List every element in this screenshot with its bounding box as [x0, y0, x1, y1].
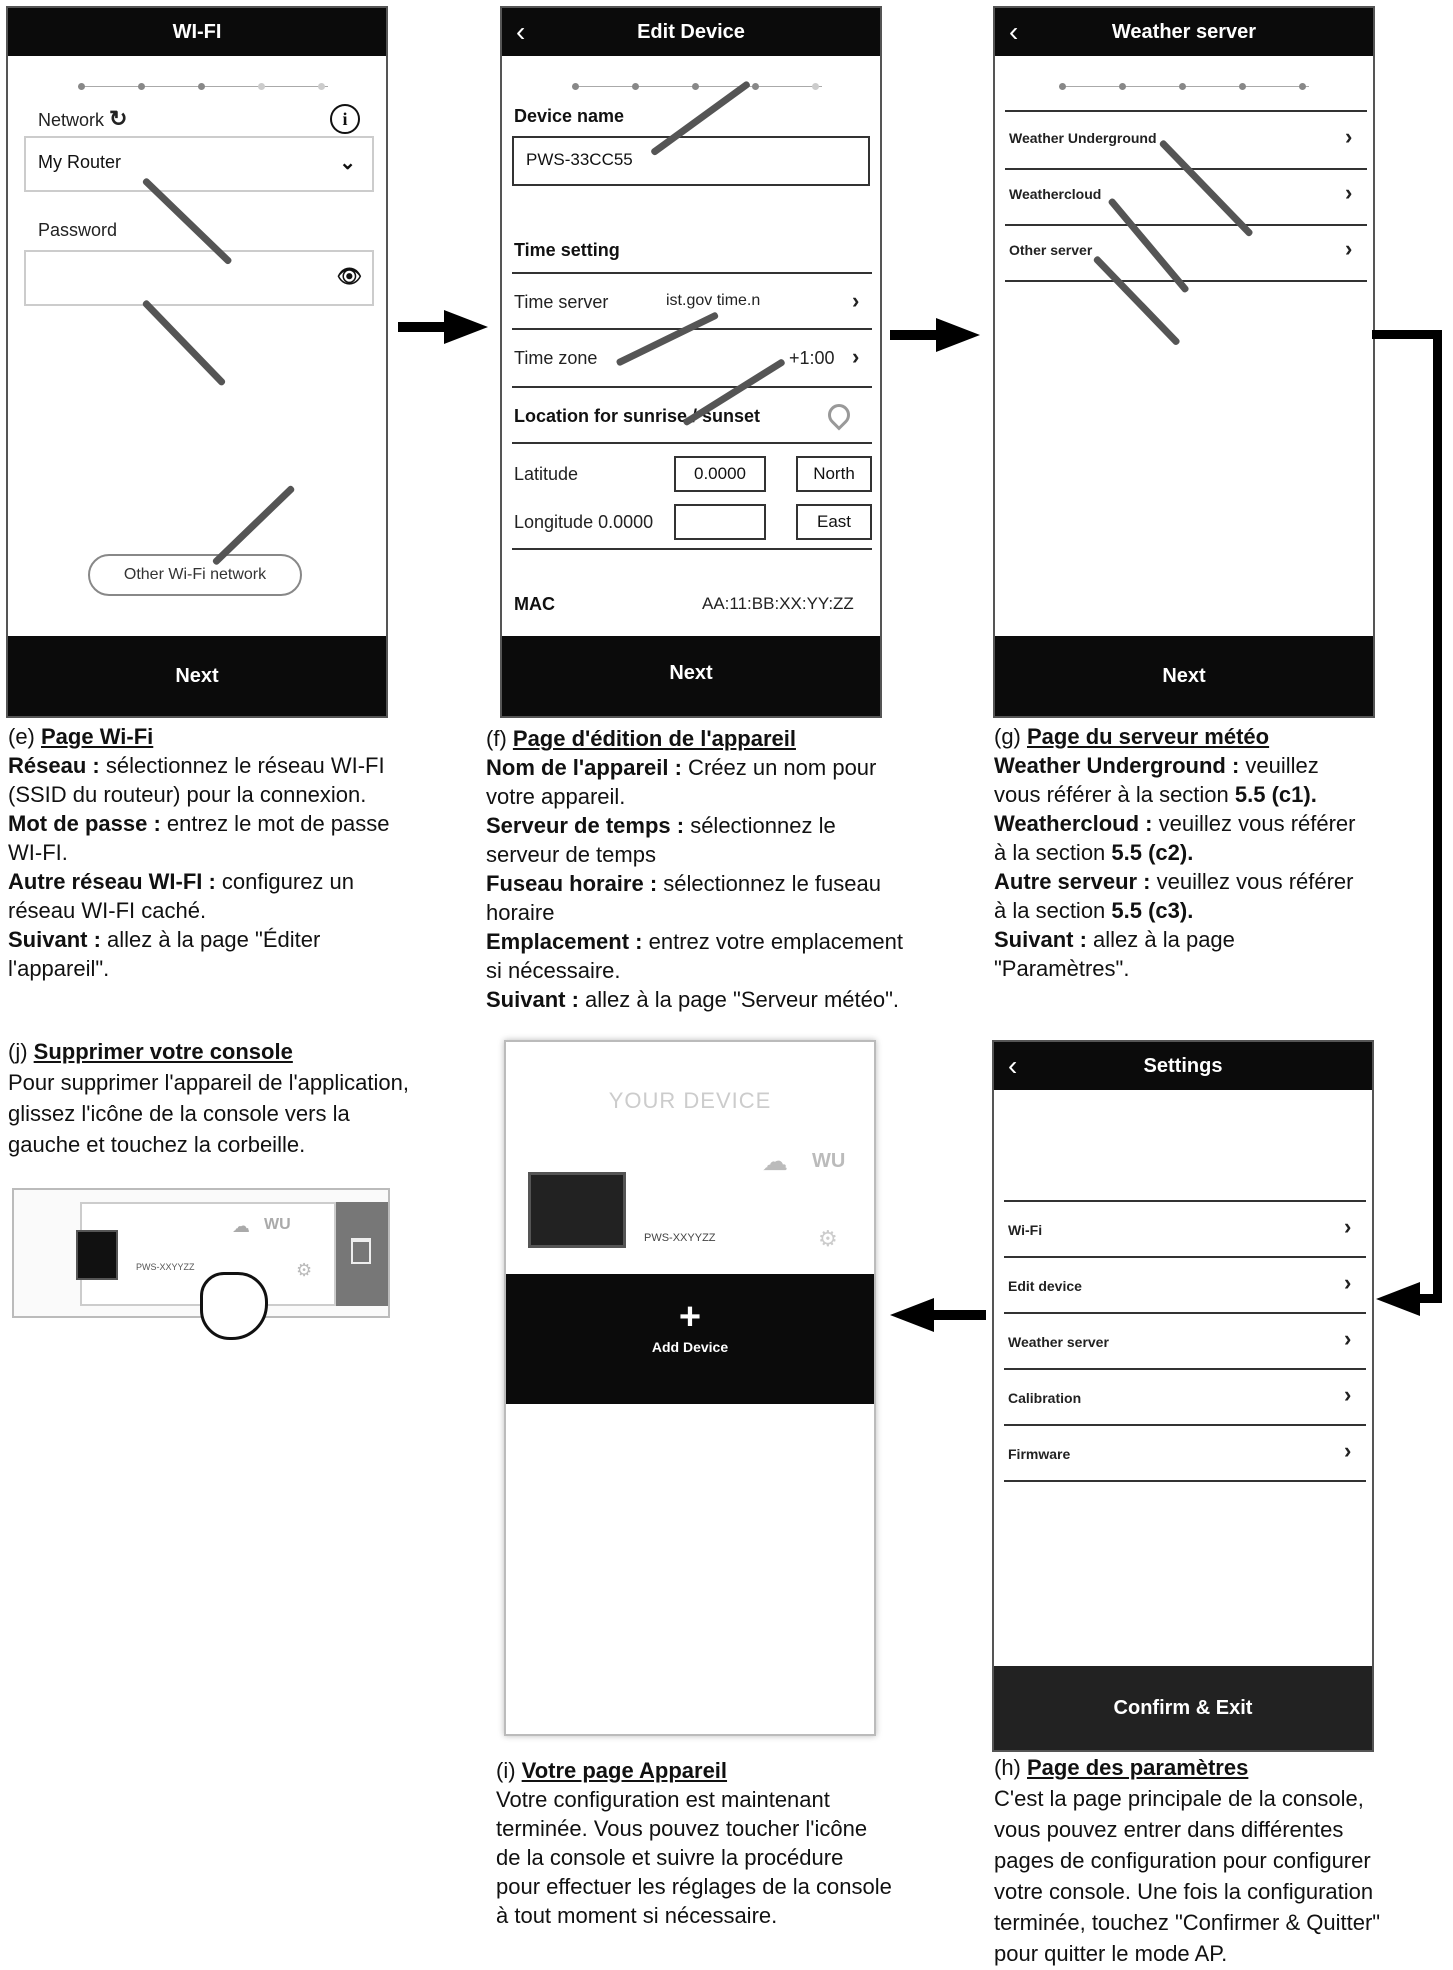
longitude-direction[interactable]: East: [796, 504, 872, 540]
chevron-right-icon[interactable]: ›: [1344, 1270, 1352, 1295]
chevron-right-icon[interactable]: ›: [1345, 180, 1353, 205]
wifi-header: [8, 8, 386, 56]
chevron-right-icon[interactable]: ›: [852, 288, 860, 313]
device-id: PWS-XXYYZZ: [136, 1262, 195, 1272]
trash-button[interactable]: [336, 1202, 388, 1306]
progress-dots: [502, 80, 880, 92]
settings-item-edit-device[interactable]: Edit device: [1008, 1278, 1082, 1294]
flow-arrowhead: [444, 310, 488, 344]
caption-g: (g) Page du serveur météo Weather Underground : veuillez vous référer à la section 5.5 (c1). Weathercloud : veuillez vous référer à la section 5.5 (c2). Autre serveur : veuillez vous référer à la section 5.5 (c3). Suivant : allez à la page "Paramètres".: [994, 724, 1356, 981]
caption-i: (i) Votre page Appareil Votre configuration est maintenant terminée. Vous pouvez toucher l'icône de la console et suivre la procédure pour effectuer les réglages de la console à tout moment si nécessaire.: [496, 1758, 892, 1928]
weather-underground-item[interactable]: Weather Underground: [1009, 130, 1157, 146]
confirm-exit-button[interactable]: Confirm & Exit: [994, 1666, 1372, 1750]
settings-item-wifi[interactable]: Wi-Fi: [1008, 1222, 1043, 1238]
time-server-value[interactable]: ist.gov time.n: [666, 292, 761, 309]
network-value: My Router: [38, 152, 122, 172]
flow-arrow: [890, 330, 936, 340]
wu-logo: WU: [812, 1150, 846, 1172]
info-icon[interactable]: i: [330, 104, 360, 134]
mac-value: AA:11:BB:XX:YY:ZZ: [702, 594, 854, 613]
settings-screen: [992, 1040, 1374, 1752]
refresh-icon[interactable]: ↻: [109, 106, 128, 131]
device-id: PWS-XXYYZZ: [644, 1232, 716, 1244]
back-arrow-icon[interactable]: ‹: [1008, 1050, 1018, 1081]
longitude-label: Longitude 0.0000: [514, 512, 654, 532]
next-button[interactable]: Next: [8, 636, 386, 716]
other-server-item[interactable]: Other server: [1009, 242, 1093, 258]
screen-title: WI-FI: [172, 21, 222, 43]
console-thumbnail: [76, 1230, 118, 1280]
your-device-heading: YOUR DEVICE: [608, 1088, 772, 1113]
gear-icon[interactable]: ⚙: [296, 1260, 313, 1280]
wifi-screen: [6, 6, 388, 718]
console-thumbnail[interactable]: [528, 1172, 626, 1248]
add-device-button[interactable]: [506, 1274, 874, 1404]
chevron-right-icon[interactable]: ›: [1345, 236, 1353, 261]
chevron-right-icon[interactable]: ›: [852, 344, 860, 369]
weather-server-header: [995, 8, 1373, 56]
cloud-icon: ☁: [232, 1216, 250, 1236]
other-wifi-network-button[interactable]: Other Wi-Fi network: [88, 554, 302, 596]
password-label: Password: [38, 220, 118, 240]
location-pin-icon[interactable]: [823, 399, 854, 430]
annotation-arrow: [1158, 139, 1253, 237]
time-zone-value[interactable]: +1:00: [789, 348, 835, 368]
annotation-arrow: [141, 299, 226, 387]
back-arrow-icon[interactable]: ‹: [516, 16, 526, 47]
hand-pointer-icon: [200, 1272, 268, 1340]
settings-item-firmware[interactable]: Firmware: [1008, 1446, 1071, 1462]
flow-arrow: [932, 1310, 986, 1320]
screen-title: Edit Device: [637, 21, 745, 43]
annotation-arrow: [615, 311, 719, 366]
settings-item-weather-server[interactable]: Weather server: [1008, 1334, 1109, 1350]
flow-arrow: [398, 322, 444, 332]
chevron-right-icon[interactable]: ›: [1344, 1382, 1352, 1407]
chevron-right-icon[interactable]: ›: [1344, 1438, 1352, 1463]
caption-f: (f) Page d'édition de l'appareil Nom de l'appareil : Créez un nom pour votre appareil. Serveur de temps : sélectionnez le serveur de temps Fuseau horaire : sélectionnez le fuseau horaire Emplacement : entrez votre emplacement si nécessaire. Suivant : allez à la page "Serveur météo".: [486, 726, 903, 1012]
gear-icon[interactable]: ⚙: [818, 1226, 838, 1251]
next-button[interactable]: Next: [502, 636, 880, 716]
mac-label: MAC: [514, 594, 555, 614]
back-arrow-icon[interactable]: ‹: [1009, 16, 1019, 47]
longitude-input[interactable]: [674, 504, 766, 540]
edit-device-screen: [500, 6, 882, 718]
latitude-direction[interactable]: North: [796, 456, 872, 492]
latitude-label: Latitude: [514, 464, 579, 484]
latitude-input[interactable]: 0.0000: [674, 456, 766, 492]
network-select[interactable]: [24, 136, 374, 192]
flow-arrowhead: [890, 1298, 934, 1332]
caption-h: (h) Page des paramètres C'est la page principale de la console, vous pouvez entrer dans différentes pages de configuration pour configurer votre console. Une fois la configuration terminée, touchez "Confirmer & Quitter" pour quitter le mode AP.: [994, 1755, 1381, 1966]
settings-header: [994, 1042, 1372, 1090]
progress-dots: [995, 80, 1373, 92]
wu-logo: WU: [264, 1216, 291, 1233]
time-server-label: Time server: [514, 292, 609, 312]
plus-icon: +: [678, 1296, 702, 1338]
network-label: Network ↻: [38, 106, 128, 131]
password-field[interactable]: [24, 250, 374, 306]
flow-arrowhead: [1376, 1282, 1420, 1316]
next-button[interactable]: Next: [995, 636, 1373, 716]
weather-server-screen: [993, 6, 1375, 718]
device-page-screen: [504, 1040, 876, 1736]
settings-item-calibration[interactable]: Calibration: [1008, 1390, 1082, 1406]
chevron-right-icon[interactable]: ›: [1344, 1214, 1352, 1239]
flow-arrowhead: [936, 318, 980, 352]
delete-demo: [12, 1188, 390, 1318]
device-name-value: PWS-33CC55: [526, 150, 633, 169]
location-label: Location for sunrise / sunset: [514, 406, 761, 426]
chevron-right-icon[interactable]: ›: [1345, 124, 1353, 149]
device-name-label: Device name: [514, 106, 625, 126]
time-zone-label: Time zone: [514, 348, 598, 368]
chevron-right-icon[interactable]: ›: [1344, 1326, 1352, 1351]
progress-dots: [8, 80, 386, 92]
cloud-icon: ☁: [762, 1146, 788, 1176]
screen-title: Weather server: [1111, 21, 1257, 43]
eye-off-icon[interactable]: 👁︎: [336, 266, 362, 288]
add-device-label: Add Device: [651, 1339, 729, 1355]
device-name-input[interactable]: [512, 136, 870, 186]
edit-device-header: [502, 8, 880, 56]
screen-title: Settings: [1143, 1055, 1223, 1077]
time-setting-label: Time setting: [514, 240, 620, 260]
weathercloud-item[interactable]: Weathercloud: [1009, 186, 1102, 202]
flow-connector: [1372, 330, 1442, 339]
trash-icon: [351, 1238, 371, 1264]
caption-j: (j) Supprimer votre console Pour supprimer l'appareil de l'application, glissez l'icône de la console vers la gauche et touchez la corbeille.: [8, 1039, 409, 1157]
caption-e: (e) Page Wi-Fi Réseau : sélectionnez le réseau WI-FI (SSID du routeur) pour la connexion. Mot de passe : entrez le mot de passe WI-FI. Autre réseau WI-FI : configurez un réseau WI-FI caché. Suivant : allez à la page "Éditer l'appareil".: [8, 724, 390, 981]
chevron-down-icon: ⌄: [339, 152, 356, 174]
